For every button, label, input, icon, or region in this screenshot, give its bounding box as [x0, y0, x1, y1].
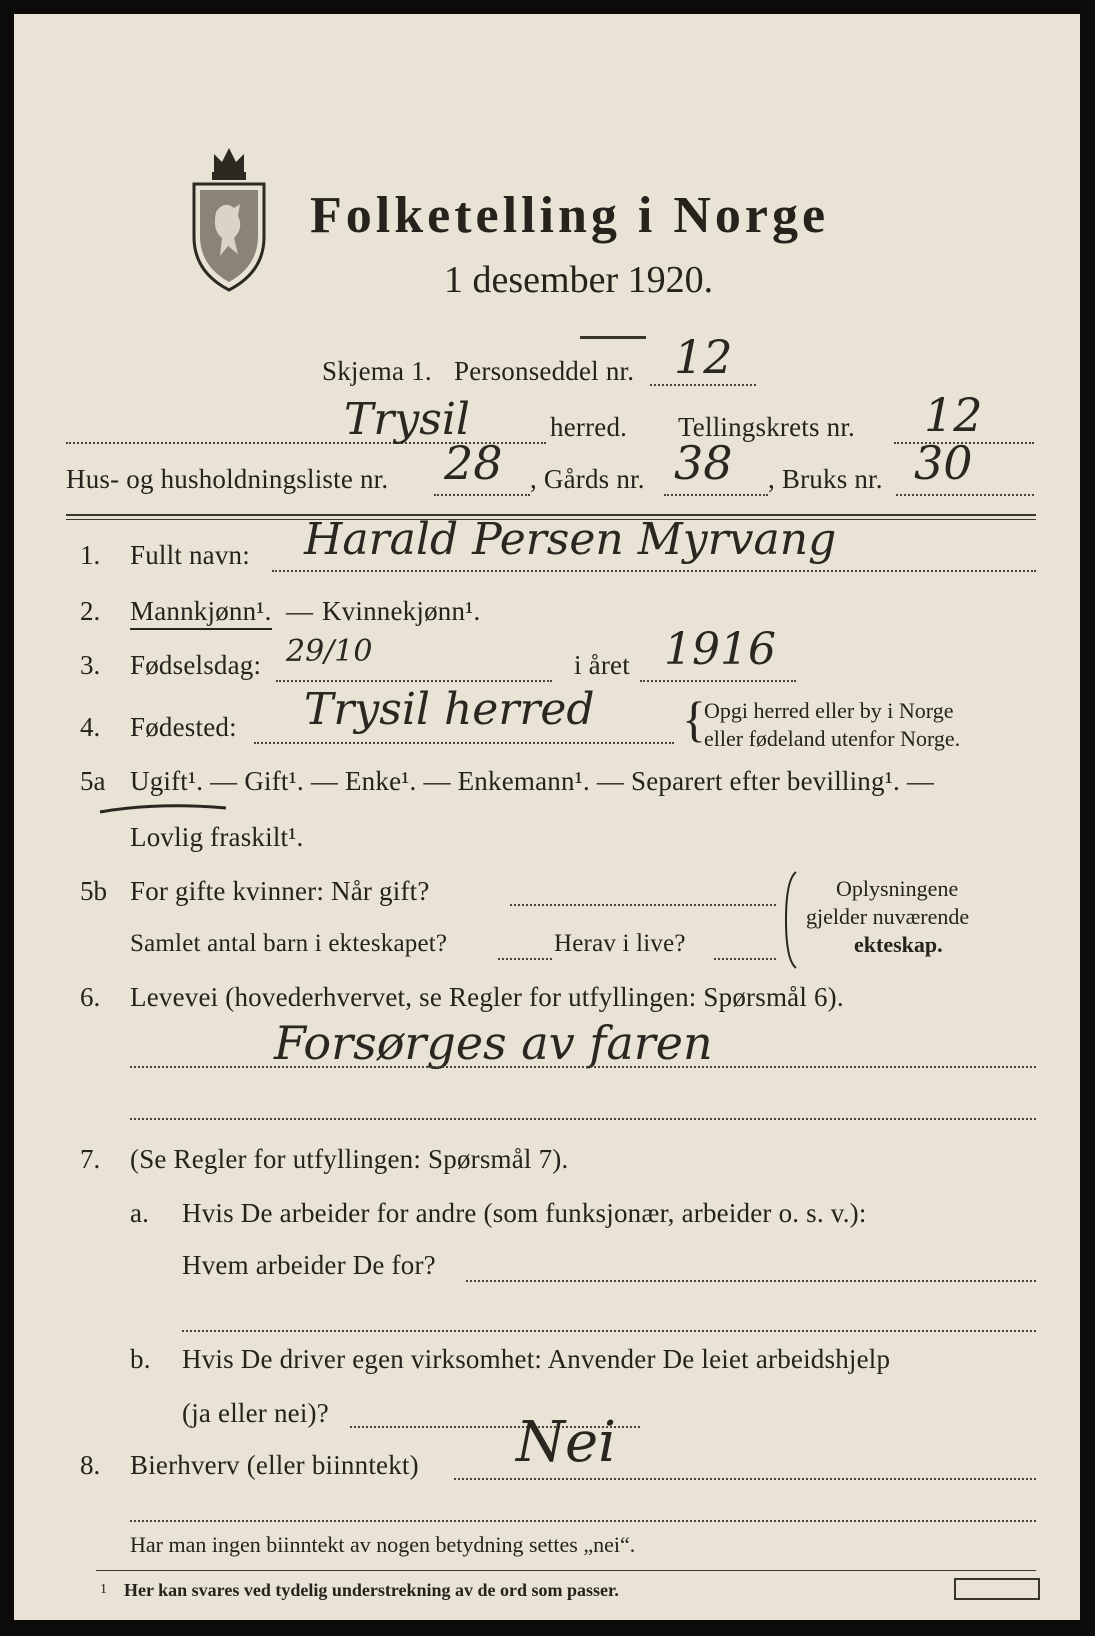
q2-number: 2. — [80, 596, 101, 626]
q7b-hired-help-label: (ja eller nei)? — [182, 1398, 329, 1428]
marital-status-options[interactable]: Ugift¹. — Gift¹. — Enke¹. — Enkemann¹. — Separert efter bevilling¹. — — [130, 766, 935, 796]
husliste-label: Hus- og husholdningsliste nr. — [66, 464, 389, 494]
q6-number: 6. — [80, 982, 101, 1012]
side-income-line-1 — [454, 1478, 1036, 1480]
herred-label: herred. — [550, 412, 628, 442]
full-name-value[interactable]: Harald Persen Myrvang — [304, 514, 837, 565]
bruks-line — [896, 494, 1034, 496]
q8-label: Bierhverv (eller biinntekt) — [130, 1450, 419, 1480]
q1-label: Fullt navn: — [130, 540, 250, 570]
birthday-value[interactable]: 29/10 — [286, 634, 373, 669]
husliste-line — [434, 494, 530, 496]
personseddel-value[interactable]: 12 — [674, 330, 733, 384]
q4-label: Fødested: — [130, 712, 237, 742]
q7a-letter: a. — [130, 1198, 150, 1228]
birthplace-value[interactable]: Trysil herred — [304, 684, 595, 735]
herred-value[interactable]: Trysil — [344, 394, 470, 445]
printer-stamp — [954, 1578, 1040, 1600]
q7a-line1: Hvis De arbeider for andre (som funksjonær, arbeider o. s. v.): — [182, 1198, 867, 1228]
q5b-note-line2: gjelder nuværende — [806, 904, 970, 929]
marital-status-divorced[interactable]: Lovlig fraskilt¹. — [130, 822, 304, 852]
birth-year-value[interactable]: 1916 — [664, 624, 776, 675]
footnote-mark: 1 — [100, 1582, 107, 1597]
q5a-number: 5a — [80, 766, 106, 796]
birthplace-line — [254, 742, 674, 744]
q3-number: 3. — [80, 650, 101, 680]
bruks-label: , Bruks nr. — [768, 464, 883, 494]
gender-separator: — — [286, 596, 314, 626]
married-date-line — [510, 904, 776, 906]
q5b-number: 5b — [80, 876, 107, 906]
birth-year-label: i året — [574, 650, 630, 680]
gender-female-option[interactable]: Kvinnekjønn¹. — [322, 596, 481, 626]
children-count-line — [498, 958, 552, 960]
occupation-line-2 — [130, 1118, 1036, 1120]
children-count-label: Samlet antal barn i ekteskapet? — [130, 930, 448, 957]
children-alive-label: Herav i live? — [554, 930, 686, 957]
employer-line-2 — [182, 1330, 1036, 1332]
employer-line-1 — [466, 1280, 1036, 1282]
footnote-text: Her kan svares ved tydelig understrekning av de ord som passer. — [124, 1580, 619, 1600]
side-income-line-2 — [130, 1520, 1036, 1522]
schema-label: Skjema 1. — [322, 356, 432, 386]
q7-label: (Se Regler for utfyllingen: Spørsmål 7). — [130, 1144, 569, 1174]
personseddel-line — [650, 384, 756, 386]
tellingskrets-label: Tellingskrets nr. — [678, 412, 855, 442]
bottom-note: Har man ingen biinntekt av nogen betydning settes „nei“. — [130, 1532, 636, 1557]
side-income-value[interactable]: Nei — [516, 1410, 617, 1475]
personseddel-label: Personseddel nr. — [454, 356, 635, 386]
q3-label: Fødselsdag: — [130, 650, 262, 680]
q7b-letter: b. — [130, 1344, 151, 1374]
footnote-rule — [96, 1570, 1036, 1571]
birthplace-note-line1: Opgi herred eller by i Norge — [704, 698, 954, 723]
q5b-note-line1: Oplysningene — [836, 876, 959, 901]
form-title: Folketelling i Norge — [310, 187, 830, 244]
birth-year-line — [640, 680, 796, 682]
birthplace-note-brace: { — [682, 691, 706, 747]
birthplace-note-line2: eller fødeland utenfor Norge. — [704, 726, 961, 751]
gards-line — [664, 494, 768, 496]
q5b-note-bracket — [782, 870, 802, 970]
tellingskrets-value[interactable]: 12 — [924, 388, 983, 442]
husliste-value[interactable]: 28 — [444, 436, 503, 490]
q5b-note-line3: ekteskap. — [854, 932, 943, 957]
title-divider — [580, 336, 646, 339]
q8-number: 8. — [80, 1450, 101, 1480]
children-alive-line — [714, 958, 776, 960]
q5b-married-label: For gifte kvinner: Når gift? — [130, 876, 430, 906]
gards-value[interactable]: 38 — [674, 436, 733, 490]
coat-of-arms-icon — [184, 142, 274, 292]
occupation-value[interactable]: Forsørges av faren — [274, 1016, 713, 1070]
ugift-underline-mark — [98, 800, 228, 818]
gards-label: , Gårds nr. — [530, 464, 645, 494]
q6-label: Levevei (hovederhvervet, se Regler for utfyllingen: Spørsmål 6). — [130, 982, 844, 1012]
q4-number: 4. — [80, 712, 101, 742]
form-subtitle: 1 desember 1920. — [444, 259, 714, 301]
q1-line — [272, 570, 1036, 572]
birthday-line — [276, 680, 552, 682]
gender-male-option[interactable]: Mannkjønn¹. — [130, 596, 272, 630]
q7-number: 7. — [80, 1144, 101, 1174]
census-form-sheet — [14, 14, 1080, 1620]
q7a-employer-label: Hvem arbeider De for? — [182, 1250, 436, 1280]
bruks-value[interactable]: 30 — [914, 436, 973, 490]
q7b-line1: Hvis De driver egen virksomhet: Anvender De leiet arbeidshjelp — [182, 1344, 891, 1374]
q1-number: 1. — [80, 540, 101, 570]
occupation-line-1 — [130, 1066, 1036, 1068]
